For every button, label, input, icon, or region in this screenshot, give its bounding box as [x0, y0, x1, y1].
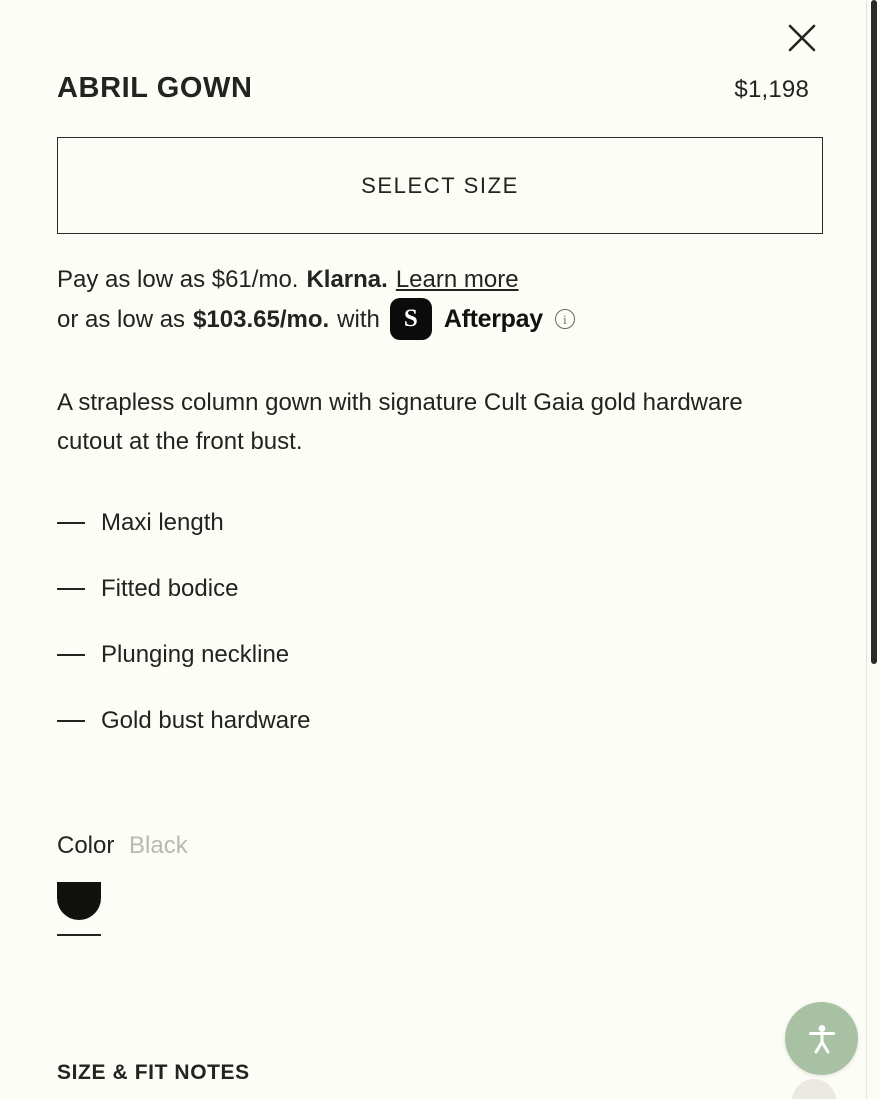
list-item-label: Fitted bodice [101, 574, 239, 602]
list-item-label: Plunging neckline [101, 640, 290, 668]
color-value: Black [129, 831, 188, 859]
list-item [57, 688, 809, 754]
list-item [57, 490, 809, 556]
product-price: $1,198 [734, 76, 809, 103]
afterpay-amount: $103.65/mo. [193, 305, 330, 333]
size-fit-notes-section-title[interactable]: SIZE & FIT NOTES [57, 1061, 250, 1084]
klarna-brand: Klarna. [306, 266, 388, 293]
product-description: A strapless column gown with signature Cult Gaia gold hardware cutout at the front bust. [57, 389, 743, 456]
product-features-list [57, 490, 809, 754]
dash-icon [57, 588, 85, 590]
learn-more-link[interactable]: Learn more [395, 266, 519, 293]
afterpay-line [57, 298, 809, 340]
accessibility-button[interactable] [785, 1002, 858, 1075]
info-icon[interactable]: i [555, 309, 575, 329]
color-swatch-black[interactable] [57, 882, 101, 920]
afterpay-brand: Afterpay [443, 304, 543, 333]
scrollbar-thumb[interactable] [871, 0, 877, 664]
dash-icon [57, 522, 85, 524]
close-icon [785, 21, 819, 55]
list-item [57, 556, 809, 622]
dash-icon [57, 720, 85, 722]
accessibility-person-icon [802, 1019, 842, 1059]
klarna-line [57, 261, 809, 298]
color-row [57, 832, 809, 860]
close-button[interactable] [780, 16, 824, 60]
selected-swatch-indicator [57, 934, 101, 936]
afterpay-prefix: or as low as [57, 305, 186, 333]
afterpay-logo-icon: S [390, 298, 432, 340]
list-item [57, 622, 809, 688]
list-item-label: Gold bust hardware [101, 706, 311, 734]
scrollbar[interactable] [866, 0, 880, 1099]
list-item-label: Maxi length [101, 508, 224, 536]
afterpay-badge [390, 298, 543, 340]
product-header [57, 0, 809, 104]
color-swatch-group [57, 882, 105, 936]
select-size-button[interactable]: SELECT SIZE [57, 137, 823, 234]
dash-icon [57, 654, 85, 656]
color-label: Color [57, 831, 115, 859]
page-title: ABRIL GOWN [57, 72, 253, 104]
afterpay-with: with [337, 305, 380, 333]
financing-options [57, 261, 809, 340]
klarna-text: Pay as low as $61/mo. [57, 266, 299, 293]
